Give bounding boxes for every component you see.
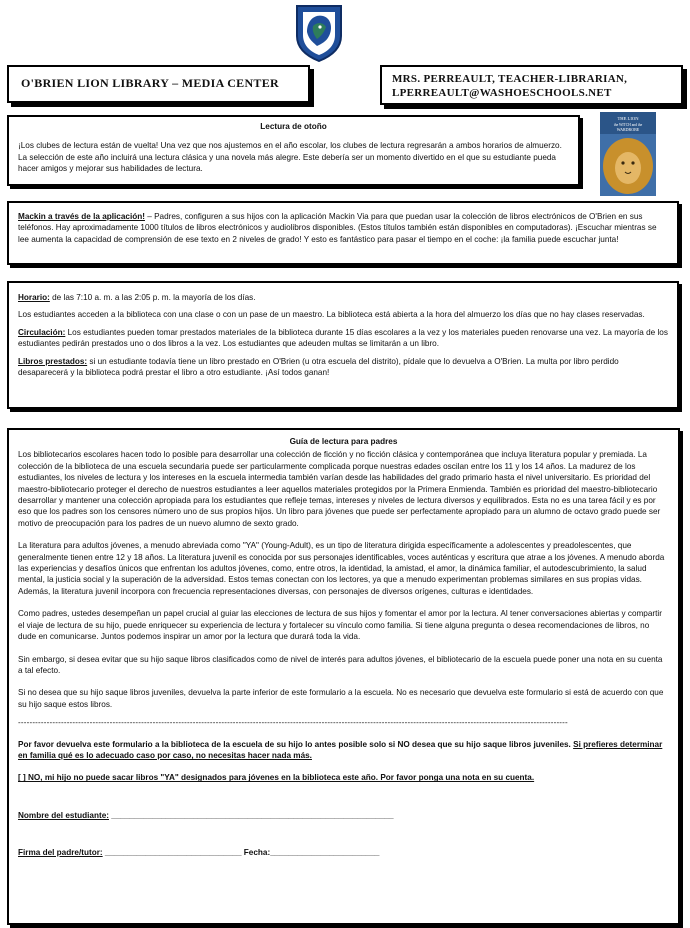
- teacher-email[interactable]: LPERREAULT@WASHOESCHOOLS.NET: [392, 87, 612, 99]
- loans-body: si un estudiante todavía tiene un libro prestado en O'Brien (u otra escuela del distrito), pídale que lo devuelva a O'Brien. La multa por libro perdido desaparecerá y la biblioteca podrá prestar el libro a otro estudiante. ¡Así todos ganan!: [18, 356, 619, 378]
- mackin-heading: Mackin a través de la aplicación!: [18, 212, 145, 221]
- fall-reading-title: Lectura de otoño: [260, 122, 327, 131]
- guide-paragraph-2: La literatura para adultos jóvenes, a menudo abreviada como "YA" (Young-Adult), es un tipo de literatura dirigida específicamente a adolescentes y preadolescentes, que generalmente tienen entre 12 y 18 años. La literatura juvenil es conocida por sus personajes identificables, voces auténticas y escritura que atrae a los jóvenes. A menudo aborda las experiencias y desafíos únicos que enfrentan los adultos jóvenes, como, entre otros, la identidad, la amistad, el amor, la dinámica familiar, el autodescubrimiento, la salud mental, la justicia social y la superación de la adversidad. Estos temas conectan con los lectores, ya que a menudo experimentan problemas similares en sus propias vidas. Además, la literatura juvenil incorpora con frecuencia representaciones diversas, con personajes de diversos orígenes, culturas e identidades.: [18, 541, 665, 596]
- circulation-body: Los estudiantes pueden tomar prestados materiales de la biblioteca durante 15 días escolares a la vez y los materiales pueden renovarse una vez. La mayoría de los estudiantes pedirán prestados uno o dos libros a la vez. Los estudiantes que adeuden multas se limitarán a un libro.: [18, 327, 668, 349]
- hours-body: de las 7:10 a. m. a las 2:05 p. m. la mayoría de los días.: [49, 293, 256, 302]
- mackin-app-section: [7, 201, 679, 265]
- book-cover-title-line3: WARDROBE: [616, 127, 640, 132]
- loans-heading: Libros prestados:: [18, 356, 88, 366]
- guide-paragraph-5: Si no desea que su hijo saque libros juveniles, devuelva la parte inferior de este formulario a la escuela. No es necesario que devuelva este formulario si está de acuerdo con que su hijo saque estos libros.: [18, 688, 664, 709]
- optout-checkbox-line[interactable]: [ ] NO, mi hijo no puede sacar libros "YA" designados para jóvenes en la biblioteca este año. Por favor ponga una nota en su cuenta.: [18, 773, 535, 783]
- hours-section: [7, 281, 679, 409]
- parent-signature-label: Firma del padre/tutor:: [18, 848, 103, 858]
- cut-line: ------------------------------------------------------------------------------------------------------------------------------------------------------------------------------------------------: [18, 718, 568, 728]
- guide-paragraph-3: Como padres, ustedes desempeñan un papel crucial al guiar las elecciones de lectura de sus hijos y fomentar el amor por la lectura. Al tener conversaciones abiertas y compartir el viaje de lectura de su hijo, puede enriquecer su experiencia de lectura y fortalecer su vínculo como familia. Si tiene alguna pregunta o desea recomendaciones de libros, no dude en comunicarse. Juntos podemos inspirar un amor por la lectura que durará toda la vida.: [18, 609, 662, 642]
- student-name-label: Nombre del estudiante:: [18, 810, 109, 820]
- guide-title: Guía de lectura para padres: [289, 437, 398, 446]
- fall-reading-body: ¡Los clubes de lectura están de vuelta! Una vez que nos ajustemos en el año escolar, los clubes de lectura regresarán a ambos horarios de almuerzo. La selección de este año incluirá una lectura clásica y una novela más alegre. Este debería ser un momento divertido en el que su estudiante pueda hacer amigos y mejorar sus habilidades de lectura.: [18, 141, 562, 174]
- return-instructions: Por favor devuelva este formulario a la biblioteca de la escuela de su hijo lo antes posible solo si NO desea que su hijo saque libros juveniles.: [18, 739, 574, 749]
- lion-logo-icon: [293, 2, 345, 62]
- teacher-name: MRS. PERREAULT, TEACHER-LIBRARIAN,: [392, 73, 628, 85]
- date-label: Fecha:: [243, 848, 271, 858]
- fall-reading-section: [7, 115, 580, 186]
- library-title: O'BRIEN LION LIBRARY – MEDIA CENTER: [21, 76, 280, 90]
- book-cover-image: [600, 112, 656, 196]
- teacher-info-box: [380, 65, 683, 105]
- parent-guide-section: [7, 428, 680, 925]
- guide-paragraph-4: Sin embargo, si desea evitar que su hijo saque libros clasificados como de nivel de interés para adultos jóvenes, el bibliotecario de la escuela puede poner una nota en su cuenta a tal efecto.: [18, 654, 663, 675]
- mackin-body: – Padres, configuren a sus hijos con la aplicación Mackin Via para que puedan usar la colección de libros electrónicos de O'Brien en sus teléfonos. Hay aproximadamente 1000 títulos de libros electrónicos y audiolibros disponibles. (Estos títulos también están disponibles en computadoras). ¡Escuchar mientras se lee aumenta la capacidad de comprensión de ese texto en 2 niveles de grado! Y esto es fantástico para pasar el tiempo en el coche: ¡la familia puede escuchar junta!: [18, 212, 657, 244]
- book-cover-title-line2: the WITCH and the: [613, 123, 643, 127]
- access-body: Los estudiantes acceden a la biblioteca con una clase o con un pase de un maestro. La biblioteca está abierta a la hora del almuerzo los días que no hay clases reservadas.: [18, 310, 645, 320]
- book-cover-title-line1: THE LION: [617, 116, 639, 121]
- return-instructions-optional: Si prefieres determinar en familia qué es lo adecuado caso por caso, no necesitas hacer nada más.: [18, 739, 663, 760]
- library-title-box: [7, 65, 310, 103]
- hours-heading: Horario:: [18, 293, 50, 302]
- circulation-heading: Circulación:: [18, 327, 66, 337]
- parent-signature-field[interactable]: ______________________________: [104, 848, 242, 858]
- guide-paragraph-1: Los bibliotecarios escolares hacen todo lo posible para desarrollar una colección de ficción y no ficción clásica y contemporánea que incluya literatura popular y premiada. La colección de la biblioteca de una escuela secundaria puede ser particularmente complicada porque nuestras edades oscilan entre los 11 y los 14 años. La madurez de los estudiantes, los niveles de lectura y los intereses en la escuela intermedia también varían desde las habilidades del grado primario hasta el nivel universitario. Es prioridad del maestro-bibliotecario proteger el derecho de nuestros estudiantes a leer aquellos materiales protegidos por la Primera Enmienda. También es prioridad del maestro-bibliotecario desarrollar y mantener una colección apropiada para los estudiantes que refleje temas, intereses y niveles de lectura diversos y equilibrados. Esta no es una tarea fácil y es por eso que los padres son los censores número uno de sus propios hijos. Un libro para jóvenes que puede ser perfectamente apropiado para un alumno de octavo grado puede ser motivo de preocupación para los padres de un nuevo alumno de sexto grado.: [18, 450, 661, 528]
- date-field[interactable]: ________________________: [270, 848, 380, 858]
- student-name-field[interactable]: ______________________________________________________________: [111, 810, 394, 820]
